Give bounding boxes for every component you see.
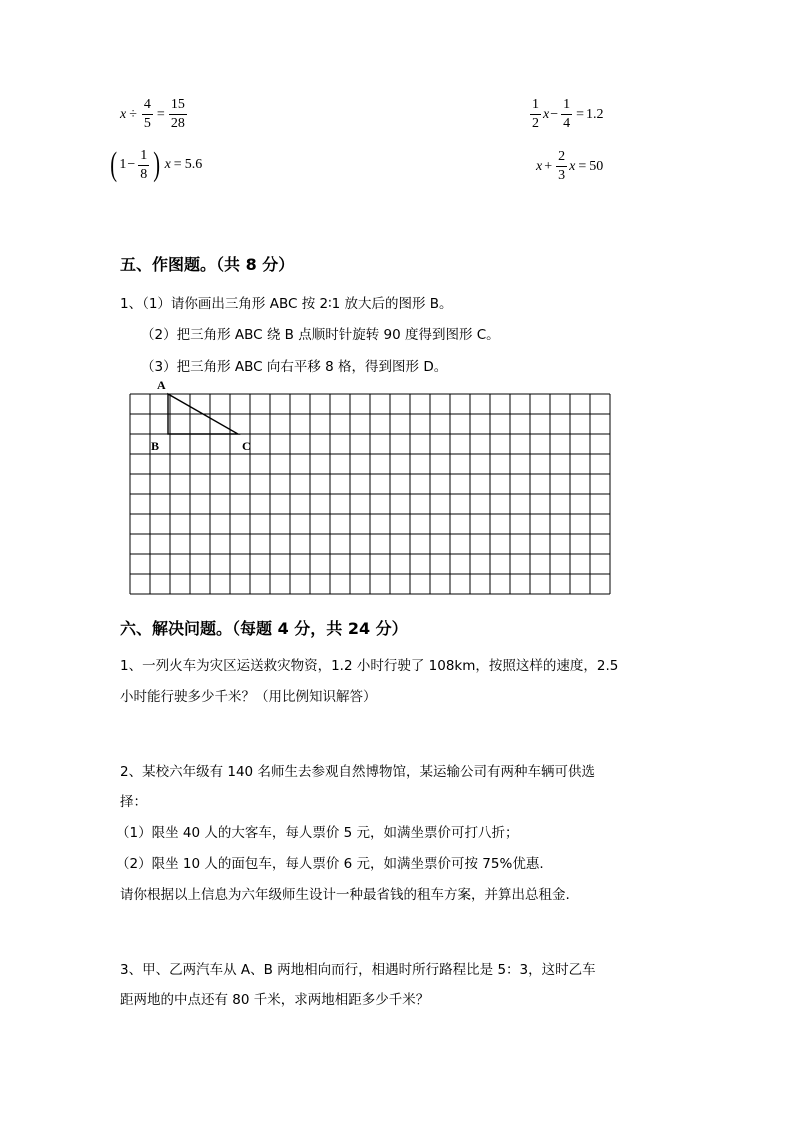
eq1-frac1-numerator: 4 — [142, 98, 153, 115]
eq2-one: 1 — [119, 157, 127, 172]
section-5-q1-line1: 1、（1）请你画出三角形 ABC 按 2∶1 放大后的图形 B。 — [120, 296, 453, 312]
eq1-frac1-denominator: 5 — [143, 116, 151, 131]
eq3-frac2-numerator: 1 — [561, 98, 572, 115]
section-6-q2-line2: 择： — [120, 794, 147, 810]
eq4-variable-1: x — [536, 158, 543, 174]
eq4-equals: = — [578, 158, 587, 174]
section-5-q1-line3: （3）把三角形 ABC 向右平移 8 格，得到图形 D。 — [141, 359, 448, 375]
eq3-frac1-denominator: 2 — [532, 116, 539, 131]
eq3-variable: x — [543, 106, 550, 122]
eq3-rhs: 1.2 — [586, 106, 604, 122]
eq2-left-paren: ( — [110, 146, 118, 183]
vertex-a-label: A — [157, 378, 166, 392]
eq1-equals: = — [156, 106, 165, 122]
eq4-rhs: 50 — [589, 158, 604, 174]
eq4-fraction — [556, 150, 567, 183]
eq3-minus: − — [550, 106, 559, 122]
eq4-plus: + — [544, 158, 553, 174]
eq1-variable: x — [120, 106, 127, 122]
section-6-q2-line3: （1）限坐 40 人的大客车，每人票价 5 元，如满坐票价可打八折； — [116, 825, 519, 841]
equation-2 — [108, 148, 202, 182]
eq2-minus: − — [127, 157, 136, 172]
vertex-b-label: B — [151, 439, 160, 453]
eq2-right-paren: ) — [153, 146, 161, 183]
eq2-frac-denominator: 8 — [140, 166, 148, 182]
section-5-title: 五、作图题。（共 8 分） — [120, 255, 295, 274]
vertex-c-label: C — [242, 439, 251, 453]
equation-1 — [120, 98, 189, 131]
section-5-q1-line2: （2）把三角形 ABC 绕 B 点顺时针旋转 90 度得到图形 C。 — [141, 327, 500, 343]
drawing-grid — [120, 376, 620, 600]
grid-lines — [130, 394, 610, 594]
eq2-variable: x — [164, 157, 171, 172]
section-6-q2-line5: 请你根据以上信息为六年级师生设计一种最省钱的租车方案，并算出总租金. — [120, 887, 570, 903]
section-6-title: 六、解决问题。（每题 4 分，共 24 分） — [120, 619, 408, 638]
equation-3 — [528, 98, 604, 131]
eq2-fraction — [138, 149, 149, 182]
eq4-variable-2: x — [569, 158, 576, 174]
section-6-q1-line2: 小时能行驶多少千米？（用比例知识解答） — [120, 689, 377, 705]
eq1-divide-sign: ÷ — [129, 106, 137, 122]
eq3-frac2-denominator: 4 — [563, 116, 571, 131]
eq2-frac-numerator: 1 — [138, 149, 149, 166]
eq3-fraction-2 — [561, 98, 572, 131]
eq2-equals: = — [173, 157, 182, 172]
section-6-q3-line1: 3、甲、乙两汽车从 A、B 两地相向而行，相遇时所行路程比是 5：3，这时乙车 — [120, 962, 596, 978]
eq1-frac2-denominator: 28 — [170, 116, 185, 131]
eq1-fraction-1 — [142, 98, 153, 131]
equation-4 — [536, 150, 603, 183]
eq3-frac1-numerator: 1 — [530, 98, 541, 115]
section-6-q1-line1: 1、一列火车为灾区运送救灾物资，1.2 小时行驶了 108km，按照这样的速度，2.5 — [120, 658, 619, 674]
eq1-frac2-numerator: 15 — [169, 98, 187, 115]
eq4-frac-numerator: 2 — [556, 150, 567, 167]
eq2-rhs: 5.6 — [184, 157, 203, 172]
eq4-frac-denominator: 3 — [558, 168, 566, 183]
section-6-q3-line2: 距两地的中点还有 80 千米，求两地相距多少千米？ — [120, 992, 430, 1008]
eq1-fraction-2 — [169, 98, 187, 131]
eq3-fraction-1 — [530, 98, 541, 131]
section-6-q2-line4: （2）限坐 10 人的面包车，每人票价 6 元，如满坐票价可按 75%优惠. — [116, 856, 544, 872]
section-6-q2-line1: 2、某校六年级有 140 名师生去参观自然博物馆，某运输公司有两种车辆可供选 — [120, 764, 595, 780]
eq3-equals: = — [576, 106, 585, 122]
